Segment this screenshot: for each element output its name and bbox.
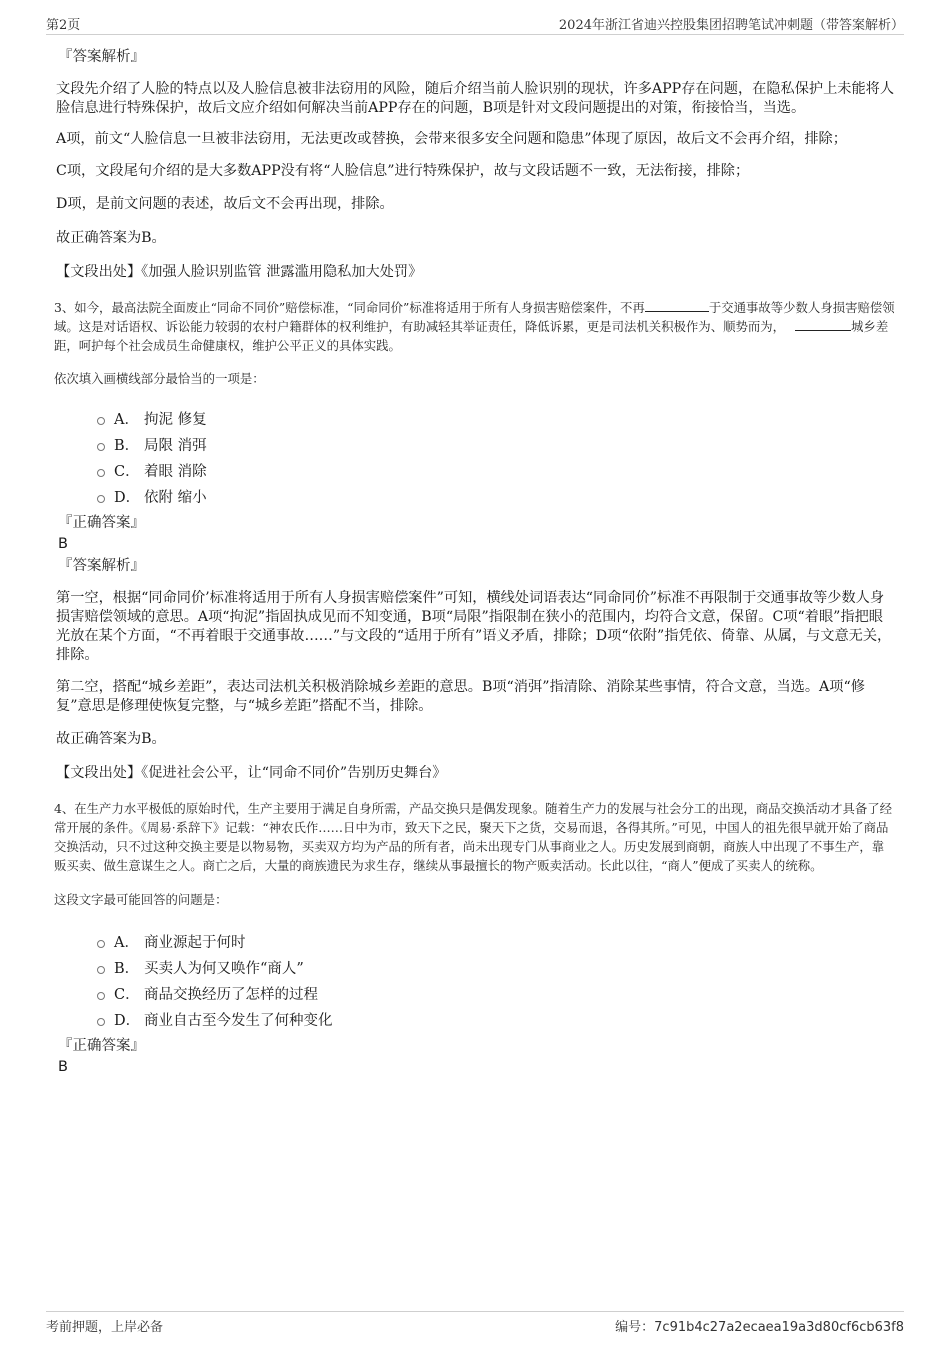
question-3-prompt: 依次填入画横线部分最恰当的一项是：: [54, 371, 265, 386]
radio-button-icon[interactable]: [97, 469, 105, 477]
option-b[interactable]: B． 买卖人为何又唤作“商人”: [56, 956, 896, 982]
option-d[interactable]: D． 商业自古至今发生了何种变化: [56, 1008, 896, 1034]
footer-slogan: 考前押题，上岸必备: [46, 1320, 164, 1335]
question-4-options: [56, 930, 896, 1034]
correct-answer: B: [58, 536, 68, 552]
page-footer: [46, 1311, 904, 1334]
blank-1: [645, 299, 709, 312]
analysis-paragraph: 文段先介绍了人脸的特点以及人脸信息被非法窃用的风险，随后介绍当前人脸识别的现状，许多APP存在问题，在隐私保护上未能将人脸信息进行特殊保护，故后文应介绍如何解决当前APP存在的问题，B项是针对文段问题提出的对策，衔接恰当，当选。: [56, 81, 895, 116]
analysis-conclusion: 故正确答案为B。: [56, 731, 166, 747]
option-c[interactable]: C． 着眼 消除: [56, 459, 896, 485]
analysis-paragraph: 第一空，根据“同命同价’标准将适用于所有人身损害赔偿案件”可知，横线处词语表达“同命同价”标准不再限制于交通事故等少数人身损害赔偿领域的意思。A项“拘泥”指固执成见而不知变通，B项“局限”指限制在狭小的范围内，均符合文意，保留。C项“着眼”指把眼光放在某个方面，“不再着眼于交通事故……”与文段的“适用于所有”语义矛盾，排除；D项“依附”指凭依、倚靠、从属，与文意无关，排除。: [56, 590, 892, 663]
question-3-options: [56, 407, 896, 511]
correct-answer: B: [58, 1059, 68, 1075]
source-citation: 【文段出处】《促进社会公平，让“同命不同价”告别历史舞台》: [56, 765, 447, 781]
blank-2: [795, 318, 851, 331]
option-d[interactable]: D． 依附 缩小: [56, 485, 896, 511]
option-c[interactable]: C． 商品交换经历了怎样的过程: [56, 982, 896, 1008]
document-title: 2024年浙江省迪兴控股集团招聘笔试冲刺题（带答案解析）: [558, 18, 904, 33]
page-header: [46, 14, 904, 35]
radio-button-icon[interactable]: [97, 940, 105, 948]
analysis-label: 『答案解析』: [58, 49, 145, 65]
option-a[interactable]: A． 拘泥 修复: [56, 407, 896, 433]
radio-button-icon[interactable]: [97, 966, 105, 974]
radio-button-icon[interactable]: [97, 495, 105, 503]
option-a[interactable]: A． 商业源起于何时: [56, 930, 896, 956]
page-content: [56, 44, 896, 1077]
source-citation: 【文段出处】《加强人脸识别监管 泄露滥用隐私加大处罚》: [56, 264, 423, 280]
question-4-prompt: 这段文字最可能回答的问题是：: [54, 892, 228, 907]
radio-button-icon[interactable]: [97, 417, 105, 425]
correct-answer-label: 『正确答案』: [58, 1038, 145, 1054]
analysis-conclusion: 故正确答案为B。: [56, 230, 166, 246]
radio-button-icon[interactable]: [97, 1018, 105, 1026]
analysis-label: 『答案解析』: [58, 558, 145, 574]
analysis-paragraph: A项，前文“人脸信息一旦被非法窃用，无法更改或替换，会带来很多安全问题和隐患”体现了原因，故后文不会再介绍，排除；: [56, 131, 847, 147]
option-b[interactable]: B． 局限 消弭: [56, 433, 896, 459]
radio-button-icon[interactable]: [97, 443, 105, 451]
question-3-stem: 3、如今，最高法院全面废止“同命不同价”赔偿标准，“同命同价”标准将适用于所有人身损害赔偿案件，不再 于交通事故等少数人身损害赔偿领域。这是对话语权、诉讼能力较弱的农村户籍群体的权利维护，有助减轻其举证责任，降低诉累，更是司法机关积极作为、顺势而为， 城乡差距，呵护每个社会成员生命健康权，维护公平正义的具体实践。: [54, 300, 895, 353]
page-number: 第2页: [46, 18, 81, 33]
analysis-paragraph: C项，文段尾句介绍的是大多数APP没有将“人脸信息”进行特殊保护，故与文段话题不一致，无法衔接，排除；: [56, 163, 750, 179]
analysis-paragraph: 第二空，搭配“城乡差距”，表达司法机关积极消除城乡差距的意思。B项“消弭”指清除、消除某些事情，符合文意，当选。A项“修复”意思是修理使恢复完整，与“城乡差距”搭配不当，排除。: [56, 679, 865, 714]
document-id: 编号：7c91b4c27a2ecaea19a3d80cf6cb63f8: [615, 1320, 904, 1335]
question-4-stem: 4、在生产力水平极低的原始时代，生产主要用于满足自身所需，产品交换只是偶发现象。随着生产力的发展与社会分工的出现，商品交换活动才具备了经常开展的条件。《周易·系辞下》记载：“神农氏作……日中为市，致天下之民，聚天下之货，交易而退，各得其所。”可见，中国人的祖先很早就开始了商品交换活动，只不过这种交换主要是以物易物，买卖双方均为产品的所有者，尚未出现专门从事商业之人。历史发展到商朝，商族人中出现了不事生产，靠贩买卖、做生意谋生之人。商亡之后，大量的商族遗民为求生存，继续从事最擅长的物产贩卖活动。长此以往，“商人”便成了买卖人的统称。: [54, 801, 893, 873]
analysis-paragraph: D项，是前文问题的表述，故后文不会再出现，排除。: [56, 196, 394, 212]
correct-answer-label: 『正确答案』: [58, 515, 145, 531]
radio-button-icon[interactable]: [97, 992, 105, 1000]
